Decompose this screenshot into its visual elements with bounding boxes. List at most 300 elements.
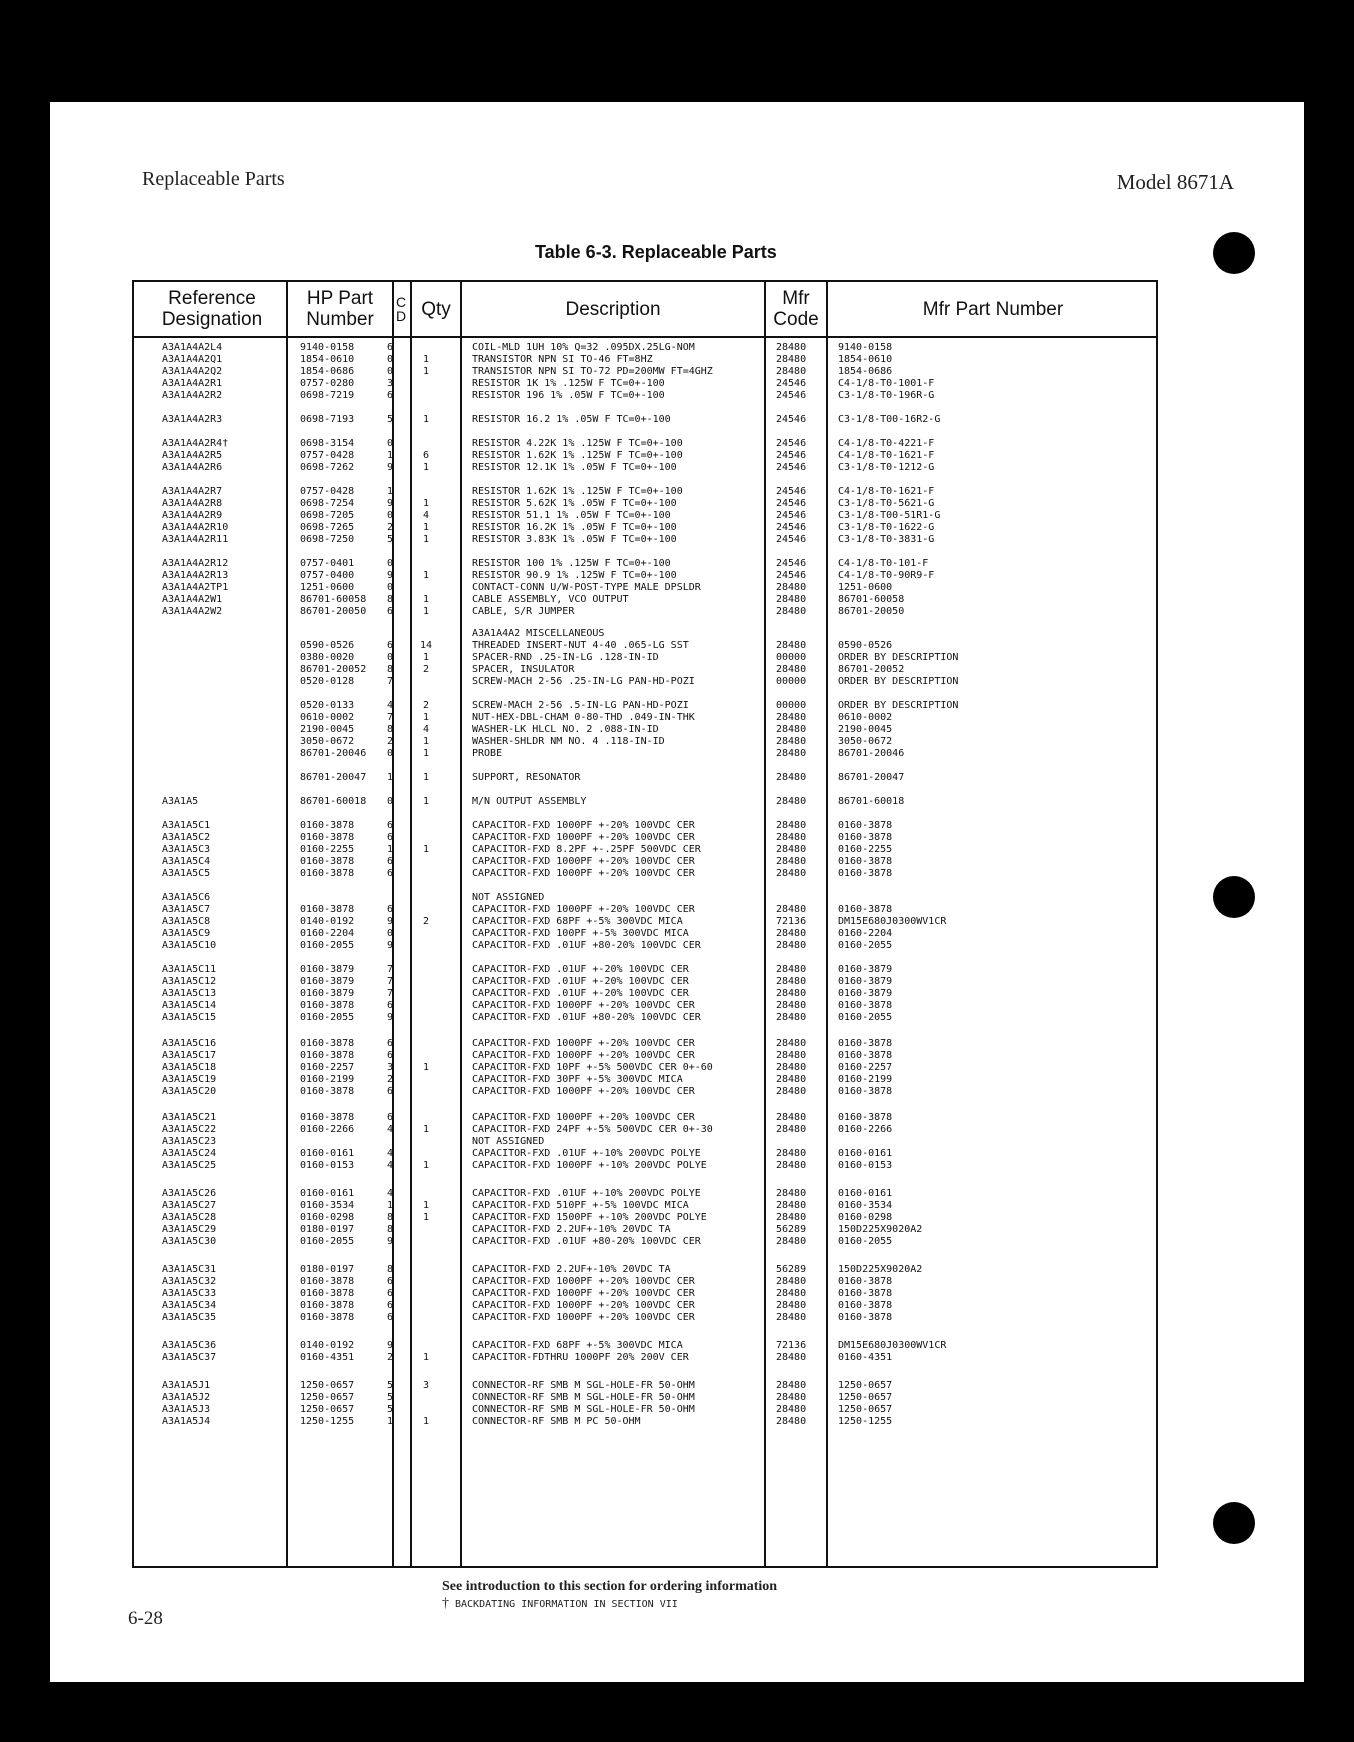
description-cell: CAPACITOR-FXD 1000PF +-20% 100VDC CER [472, 1086, 695, 1097]
description-cell: CAPACITOR-FXD 68PF +-5% 300VDC MICA [472, 1340, 683, 1351]
model-title: Model 8671A [1116, 170, 1234, 194]
cd-cell: 1 [386, 1200, 394, 1211]
mfr-part-cell: 0160-3878 [838, 1312, 893, 1323]
qty-cell: 1 [422, 366, 430, 377]
description-cell: NOT ASSIGNED [472, 1136, 545, 1147]
mfr-part-cell: C3-1/8-T0-1622-G [838, 522, 935, 533]
ref-cell: A3A1A5C32 [162, 1276, 217, 1287]
ref-cell: A3A1A4A2TP1 [162, 582, 229, 593]
description-cell: A3A1A4A2 MISCELLANEOUS [472, 628, 605, 639]
description-cell: CABLE, S/R JUMPER [472, 606, 575, 617]
cd-cell: 2 [386, 1074, 394, 1085]
ref-cell: A3A1A5C27 [162, 1200, 217, 1211]
description-cell: CAPACITOR-FXD 1000PF +-20% 100VDC CER [472, 904, 695, 915]
qty-cell: 1 [422, 594, 430, 605]
cd-cell: 0 [386, 438, 394, 449]
ref-cell: A3A1A5C5 [162, 868, 211, 879]
cd-cell: 9 [386, 940, 394, 951]
ref-cell: A3A1A5C12 [162, 976, 217, 987]
hp-part-cell: 86701-60058 [300, 594, 367, 605]
qty-cell: 1 [422, 522, 430, 533]
cd-cell: 6 [386, 342, 394, 353]
mfr-part-cell: 0160-2199 [838, 1074, 893, 1085]
mfr-code-cell: 28480 [776, 1276, 807, 1287]
cd-cell: 9 [386, 916, 394, 927]
hp-part-cell: 0520-0133 [300, 700, 355, 711]
ref-cell: A3A1A4A2R13 [162, 570, 229, 581]
mfr-code-cell: 24546 [776, 534, 807, 545]
qty-cell: 1 [422, 606, 430, 617]
mfr-part-cell: C3-1/8-T0-1212-G [838, 462, 935, 473]
qty-cell: 1 [422, 1352, 430, 1363]
hp-part-cell: 0160-3879 [300, 964, 355, 975]
mfr-code-cell: 28480 [776, 366, 807, 377]
mfr-code-cell: 28480 [776, 1352, 807, 1363]
column-divider [826, 282, 828, 1566]
mfr-code-cell: 28480 [776, 844, 807, 855]
ref-cell: A3A1A5C30 [162, 1236, 217, 1247]
mfr-code-cell: 56289 [776, 1264, 807, 1275]
mfr-part-cell: DM15E680J0300WV1CR [838, 916, 947, 927]
hp-part-cell: 1250-1255 [300, 1416, 355, 1427]
hp-part-cell: 0160-2257 [300, 1062, 355, 1073]
mfr-code-cell: 00000 [776, 676, 807, 687]
hp-part-cell: 0698-7262 [300, 462, 355, 473]
hp-part-cell: 0160-0161 [300, 1148, 355, 1159]
description-cell: CAPACITOR-FXD 1000PF +-20% 100VDC CER [472, 1312, 695, 1323]
mfr-part-cell: 1854-0610 [838, 354, 893, 365]
mfr-code-cell: 28480 [776, 1160, 807, 1171]
mfr-code-cell: 24546 [776, 378, 807, 389]
mfr-part-cell: C3-1/8-T0-196R-G [838, 390, 935, 401]
ref-cell: A3A1A5C2 [162, 832, 211, 843]
mfr-part-cell: 0160-3878 [838, 1288, 893, 1299]
mfr-part-cell: 0160-3878 [838, 1086, 893, 1097]
ref-cell: A3A1A5C26 [162, 1188, 217, 1199]
description-cell: CAPACITOR-FXD 1000PF +-20% 100VDC CER [472, 856, 695, 867]
cd-cell: 9 [386, 498, 394, 509]
mfr-part-cell: 0160-3534 [838, 1200, 893, 1211]
mfr-part-cell: 150D225X9020A2 [838, 1264, 923, 1275]
mfr-part-cell: 86701-60058 [838, 594, 905, 605]
description-cell: SPACER-RND .25-IN-LG .128-IN-ID [472, 652, 659, 663]
description-cell: CAPACITOR-FXD .01UF +-20% 100VDC CER [472, 976, 689, 987]
cd-cell: 6 [386, 1276, 394, 1287]
qty-cell: 1 [422, 844, 430, 855]
cd-cell: 4 [386, 1124, 394, 1135]
mfr-part-cell: C3-1/8-T0-5621-G [838, 498, 935, 509]
hp-part-cell: 0140-0192 [300, 1340, 355, 1351]
mfr-part-cell: 0160-2204 [838, 928, 893, 939]
ref-cell: A3A1A4A2R3 [162, 414, 223, 425]
hp-part-cell: 0160-3878 [300, 1086, 355, 1097]
page-number: 6-28 [128, 1608, 163, 1629]
description-cell: NOT ASSIGNED [472, 892, 545, 903]
description-cell: CAPACITOR-FXD 24PF +-5% 500VDC CER 0+-30 [472, 1124, 713, 1135]
section-title: Replaceable Parts [142, 168, 285, 190]
ref-cell: A3A1A5C19 [162, 1074, 217, 1085]
column-header-mfr-part: Mfr Part Number [922, 298, 1064, 320]
qty-cell: 1 [422, 796, 430, 807]
cd-cell: 1 [386, 772, 394, 783]
mfr-part-cell: 0160-3879 [838, 988, 893, 999]
mfr-part-cell: 0160-3878 [838, 856, 893, 867]
qty-cell: 1 [422, 570, 430, 581]
hp-part-cell: 0140-0192 [300, 916, 355, 927]
description-cell: RESISTOR 16.2 1% .05W F TC=0+-100 [472, 414, 671, 425]
mfr-part-cell: 9140-0158 [838, 342, 893, 353]
hp-part-cell: 1251-0600 [300, 582, 355, 593]
mfr-code-cell: 28480 [776, 1086, 807, 1097]
cd-cell: 6 [386, 1112, 394, 1123]
hp-part-cell: 0520-0128 [300, 676, 355, 687]
cd-cell: 0 [386, 652, 394, 663]
description-cell: RESISTOR 5.62K 1% .05W F TC=0+-100 [472, 498, 677, 509]
binder-hole-middle [1213, 876, 1255, 918]
ref-cell: A3A1A5C18 [162, 1062, 217, 1073]
description-cell: CAPACITOR-FXD 1000PF +-20% 100VDC CER [472, 832, 695, 843]
cd-cell: 6 [386, 904, 394, 915]
mfr-code-cell: 28480 [776, 1148, 807, 1159]
ref-cell: A3A1A4A2W1 [162, 594, 223, 605]
hp-part-cell: 0160-3878 [300, 856, 355, 867]
cd-cell: 2 [386, 736, 394, 747]
mfr-part-cell: 0160-3878 [838, 1300, 893, 1311]
ref-cell: A3A1A5C20 [162, 1086, 217, 1097]
cd-cell: 1 [386, 844, 394, 855]
mfr-part-cell: C3-1/8-T00-16R2-G [838, 414, 941, 425]
mfr-code-cell: 28480 [776, 940, 807, 951]
cd-cell: 6 [386, 1086, 394, 1097]
qty-cell: 1 [422, 1212, 430, 1223]
mfr-part-cell: 0160-0161 [838, 1188, 893, 1199]
column-header-cd: C D [395, 294, 407, 324]
qty-cell: 2 [422, 916, 430, 927]
column-header-hp-part: HP Part Number [306, 288, 374, 330]
cd-cell: 0 [386, 558, 394, 569]
qty-cell: 1 [422, 1200, 430, 1211]
hp-part-cell: 0160-2255 [300, 844, 355, 855]
ref-cell: A3A1A4A2R2 [162, 390, 223, 401]
mfr-code-cell: 00000 [776, 700, 807, 711]
hp-part-cell: 1250-0657 [300, 1380, 355, 1391]
hp-part-cell: 0160-2266 [300, 1124, 355, 1135]
qty-cell: 1 [422, 1160, 430, 1171]
description-cell: CAPACITOR-FXD .01UF +80-20% 100VDC CER [472, 1012, 701, 1023]
mfr-code-cell: 28480 [776, 772, 807, 783]
cd-cell: 6 [386, 1288, 394, 1299]
cd-cell: 2 [386, 1352, 394, 1363]
cd-cell: 2 [386, 522, 394, 533]
description-cell: CAPACITOR-FXD 2.2UF+-10% 20VDC TA [472, 1224, 671, 1235]
hp-part-cell: 86701-20046 [300, 748, 367, 759]
mfr-part-cell: 0160-2055 [838, 1012, 893, 1023]
description-cell: CAPACITOR-FXD 1000PF +-20% 100VDC CER [472, 1038, 695, 1049]
description-cell: CONTACT-CONN U/W-POST-TYPE MALE DPSLDR [472, 582, 701, 593]
cd-cell: 0 [386, 510, 394, 521]
mfr-part-cell: 1251-0600 [838, 582, 893, 593]
ref-cell: A3A1A5C24 [162, 1148, 217, 1159]
ref-cell: A3A1A4A2R11 [162, 534, 229, 545]
mfr-code-cell: 28480 [776, 748, 807, 759]
mfr-part-cell: 2190-0045 [838, 724, 893, 735]
description-cell: RESISTOR 100 1% .125W F TC=0+-100 [472, 558, 671, 569]
description-cell: SUPPORT, RESONATOR [472, 772, 581, 783]
ref-cell: A3A1A5C10 [162, 940, 217, 951]
hp-part-cell: 0160-3878 [300, 1312, 355, 1323]
qty-cell: 1 [422, 534, 430, 545]
mfr-code-cell: 28480 [776, 1212, 807, 1223]
hp-part-cell: 86701-20050 [300, 606, 367, 617]
qty-cell: 6 [422, 450, 430, 461]
description-cell: CONNECTOR-RF SMB M SGL-HOLE-FR 50-OHM [472, 1380, 695, 1391]
mfr-code-cell: 24546 [776, 462, 807, 473]
cd-cell: 7 [386, 712, 394, 723]
mfr-code-cell: 24546 [776, 390, 807, 401]
hp-part-cell: 9140-0158 [300, 342, 355, 353]
ref-cell: A3A1A5J1 [162, 1380, 211, 1391]
hp-part-cell: 0160-0298 [300, 1212, 355, 1223]
cd-cell: 4 [386, 1148, 394, 1159]
binder-hole-bottom [1213, 1502, 1255, 1544]
mfr-part-cell: 0610-0002 [838, 712, 893, 723]
hp-part-cell: 0160-3878 [300, 1112, 355, 1123]
mfr-part-cell: C4-1/8-T0-1621-F [838, 486, 935, 497]
mfr-part-cell: 86701-20050 [838, 606, 905, 617]
description-cell: SCREW-MACH 2-56 .5-IN-LG PAN-HD-POZI [472, 700, 689, 711]
description-cell: COIL-MLD 1UH 10% Q=32 .095DX.25LG-NOM [472, 342, 695, 353]
description-cell: CAPACITOR-FXD 10PF +-5% 500VDC CER 0+-60 [472, 1062, 713, 1073]
ref-cell: A3A1A5C3 [162, 844, 211, 855]
mfr-code-cell: 28480 [776, 1200, 807, 1211]
hp-part-cell: 0160-3878 [300, 1038, 355, 1049]
hp-part-cell: 1854-0610 [300, 354, 355, 365]
cd-cell: 1 [386, 450, 394, 461]
qty-cell: 4 [422, 724, 430, 735]
mfr-part-cell: 0160-0161 [838, 1148, 893, 1159]
cd-cell: 8 [386, 594, 394, 605]
description-cell: RESISTOR 3.83K 1% .05W F TC=0+-100 [472, 534, 677, 545]
hp-part-cell: 0160-0153 [300, 1160, 355, 1171]
mfr-code-cell: 28480 [776, 640, 807, 651]
cd-cell: 6 [386, 606, 394, 617]
cd-cell: 1 [386, 1416, 394, 1427]
cd-cell: 7 [386, 976, 394, 987]
hp-part-cell: 0160-2055 [300, 1012, 355, 1023]
mfr-code-cell: 28480 [776, 1000, 807, 1011]
mfr-part-cell: 0160-3878 [838, 1112, 893, 1123]
ref-cell: A3A1A5C13 [162, 988, 217, 999]
hp-part-cell: 0180-0197 [300, 1224, 355, 1235]
mfr-code-cell: 28480 [776, 1050, 807, 1061]
description-cell: CAPACITOR-FXD .01UF +80-20% 100VDC CER [472, 940, 701, 951]
mfr-part-cell: 0160-4351 [838, 1352, 893, 1363]
mfr-part-cell: 1250-0657 [838, 1380, 893, 1391]
cd-cell: 3 [386, 378, 394, 389]
description-cell: THREADED INSERT-NUT 4-40 .065-LG SST [472, 640, 689, 651]
description-cell: CAPACITOR-FXD 8.2PF +-.25PF 500VDC CER [472, 844, 701, 855]
ref-cell: A3A1A5C23 [162, 1136, 217, 1147]
mfr-part-cell: C4-1/8-T0-90R9-F [838, 570, 935, 581]
mfr-part-cell: 0590-0526 [838, 640, 893, 651]
ref-cell: A3A1A5C21 [162, 1112, 217, 1123]
column-header-qty: Qty [421, 298, 451, 320]
mfr-code-cell: 28480 [776, 1300, 807, 1311]
mfr-code-cell: 28480 [776, 736, 807, 747]
cd-cell: 6 [386, 1050, 394, 1061]
mfr-part-cell: 0160-2055 [838, 1236, 893, 1247]
cd-cell: 6 [386, 868, 394, 879]
description-cell: TRANSISTOR NPN SI TO-46 FT=8HZ [472, 354, 653, 365]
cd-cell: 6 [386, 640, 394, 651]
ref-cell: A3A1A5C25 [162, 1160, 217, 1171]
cd-cell: 3 [386, 1062, 394, 1073]
hp-part-cell: 0698-7250 [300, 534, 355, 545]
ref-cell: A3A1A5C28 [162, 1212, 217, 1223]
cd-cell: 0 [386, 796, 394, 807]
hp-part-cell: 0380-0020 [300, 652, 355, 663]
cd-cell: 9 [386, 1012, 394, 1023]
ordering-note: See introduction to this section for ordering information [442, 1579, 778, 1594]
ref-cell: A3A1A4A2R4† [162, 438, 229, 449]
dagger-symbol: † [442, 1596, 449, 1611]
hp-part-cell: 0160-3878 [300, 820, 355, 831]
mfr-code-cell: 28480 [776, 868, 807, 879]
mfr-code-cell: 28480 [776, 724, 807, 735]
cd-cell: 8 [386, 1264, 394, 1275]
description-cell: RESISTOR 4.22K 1% .125W F TC=0+-100 [472, 438, 683, 449]
mfr-code-cell: 24546 [776, 558, 807, 569]
hp-part-cell: 0698-3154 [300, 438, 355, 449]
binder-hole-top [1213, 232, 1255, 274]
cd-cell: 8 [386, 1212, 394, 1223]
mfr-code-cell: 28480 [776, 1074, 807, 1085]
ref-cell: A3A1A4A2R6 [162, 462, 223, 473]
hp-part-cell: 0160-3878 [300, 1300, 355, 1311]
mfr-part-cell: 0160-0298 [838, 1212, 893, 1223]
column-header-reference: Reference Designation [161, 288, 263, 330]
description-cell: CAPACITOR-FXD 2.2UF+-10% 20VDC TA [472, 1264, 671, 1275]
mfr-code-cell: 28480 [776, 1416, 807, 1427]
mfr-code-cell: 24546 [776, 438, 807, 449]
cd-cell: 6 [386, 820, 394, 831]
mfr-code-cell: 28480 [776, 1380, 807, 1391]
hp-part-cell: 0160-2055 [300, 940, 355, 951]
mfr-code-cell: 28480 [776, 928, 807, 939]
column-header-description: Description [565, 298, 661, 320]
cd-cell: 9 [386, 1236, 394, 1247]
description-cell: CAPACITOR-FXD 1000PF +-20% 100VDC CER [472, 1276, 695, 1287]
mfr-part-cell: 0160-3878 [838, 868, 893, 879]
mfr-code-cell: 28480 [776, 976, 807, 987]
description-cell: WASHER-SHLDR NM NO. 4 .118-IN-ID [472, 736, 665, 747]
qty-cell: 1 [422, 1416, 430, 1427]
description-cell: CABLE ASSEMBLY, VCO OUTPUT [472, 594, 629, 605]
mfr-code-cell: 28480 [776, 342, 807, 353]
cd-cell: 5 [386, 414, 394, 425]
mfr-code-cell: 28480 [776, 1288, 807, 1299]
qty-cell: 3 [422, 1380, 430, 1391]
ref-cell: A3A1A5C37 [162, 1352, 217, 1363]
ref-cell: A3A1A5C29 [162, 1224, 217, 1235]
mfr-part-cell: 86701-20047 [838, 772, 905, 783]
description-cell: CAPACITOR-FXD 510PF +-5% 100VDC MICA [472, 1200, 689, 1211]
cd-cell: 4 [386, 1188, 394, 1199]
backdating-text: BACKDATING INFORMATION IN SECTION VII [455, 1599, 678, 1610]
mfr-part-cell: 0160-3878 [838, 820, 893, 831]
mfr-part-cell: 1250-0657 [838, 1392, 893, 1403]
cd-cell: 6 [386, 832, 394, 843]
ref-cell: A3A1A5C1 [162, 820, 211, 831]
mfr-code-cell: 28480 [776, 988, 807, 999]
mfr-part-cell: 0160-3878 [838, 1050, 893, 1061]
mfr-part-cell: 0160-3878 [838, 1276, 893, 1287]
description-cell: CAPACITOR-FXD 1000PF +-20% 100VDC CER [472, 1112, 695, 1123]
cd-cell: 5 [386, 1380, 394, 1391]
hp-part-cell: 0160-2204 [300, 928, 355, 939]
mfr-code-cell: 24546 [776, 414, 807, 425]
header-divider [134, 336, 1156, 338]
description-cell: CAPACITOR-FXD 1000PF +-10% 200VDC POLYE [472, 1160, 707, 1171]
cd-cell: 0 [386, 354, 394, 365]
mfr-part-cell: 0160-3879 [838, 964, 893, 975]
mfr-code-cell: 24546 [776, 570, 807, 581]
hp-part-cell: 0160-3878 [300, 1000, 355, 1011]
hp-part-cell: 0757-0428 [300, 486, 355, 497]
ref-cell: A3A1A4A2R1 [162, 378, 223, 389]
description-cell: SCREW-MACH 2-56 .25-IN-LG PAN-HD-POZI [472, 676, 695, 687]
cd-cell: 9 [386, 462, 394, 473]
hp-part-cell: 0160-3878 [300, 1276, 355, 1287]
mfr-code-cell: 28480 [776, 1188, 807, 1199]
mfr-code-cell: 28480 [776, 1312, 807, 1323]
mfr-part-cell: ORDER BY DESCRIPTION [838, 700, 959, 711]
mfr-code-cell: 28480 [776, 594, 807, 605]
hp-part-cell: 0160-3878 [300, 1050, 355, 1061]
qty-cell: 1 [422, 652, 430, 663]
cd-cell: 7 [386, 676, 394, 687]
mfr-part-cell: 0160-3879 [838, 976, 893, 987]
hp-part-cell: 0757-0428 [300, 450, 355, 461]
ref-cell: A3A1A5C11 [162, 964, 217, 975]
qty-cell: 1 [422, 498, 430, 509]
mfr-part-cell: 86701-20046 [838, 748, 905, 759]
backdating-note [442, 1596, 678, 1612]
hp-part-cell: 0698-7193 [300, 414, 355, 425]
description-cell: CAPACITOR-FXD 68PF +-5% 300VDC MICA [472, 916, 683, 927]
cd-cell: 5 [386, 1404, 394, 1415]
ref-cell: A3A1A4A2W2 [162, 606, 223, 617]
qty-cell: 14 [419, 640, 433, 651]
description-cell: CAPACITOR-FXD 1000PF +-20% 100VDC CER [472, 868, 695, 879]
description-cell: M/N OUTPUT ASSEMBLY [472, 796, 587, 807]
cd-cell: 7 [386, 964, 394, 975]
mfr-part-cell: 0160-2257 [838, 1062, 893, 1073]
description-cell: TRANSISTOR NPN SI TO-72 PD=200MW FT=4GHZ [472, 366, 713, 377]
mfr-code-cell: 00000 [776, 652, 807, 663]
hp-part-cell: 0160-3878 [300, 1288, 355, 1299]
ref-cell: A3A1A5 [162, 796, 199, 807]
mfr-code-cell: 28480 [776, 904, 807, 915]
column-divider [286, 282, 288, 1566]
description-cell: CONNECTOR-RF SMB M SGL-HOLE-FR 50-OHM [472, 1404, 695, 1415]
hp-part-cell: 0180-0197 [300, 1264, 355, 1275]
hp-part-cell: 0160-3534 [300, 1200, 355, 1211]
mfr-part-cell: 86701-20052 [838, 664, 905, 675]
mfr-part-cell: C3-1/8-T0-3831-G [838, 534, 935, 545]
cd-cell: 0 [386, 366, 394, 377]
ref-cell: A3A1A4A2R12 [162, 558, 229, 569]
